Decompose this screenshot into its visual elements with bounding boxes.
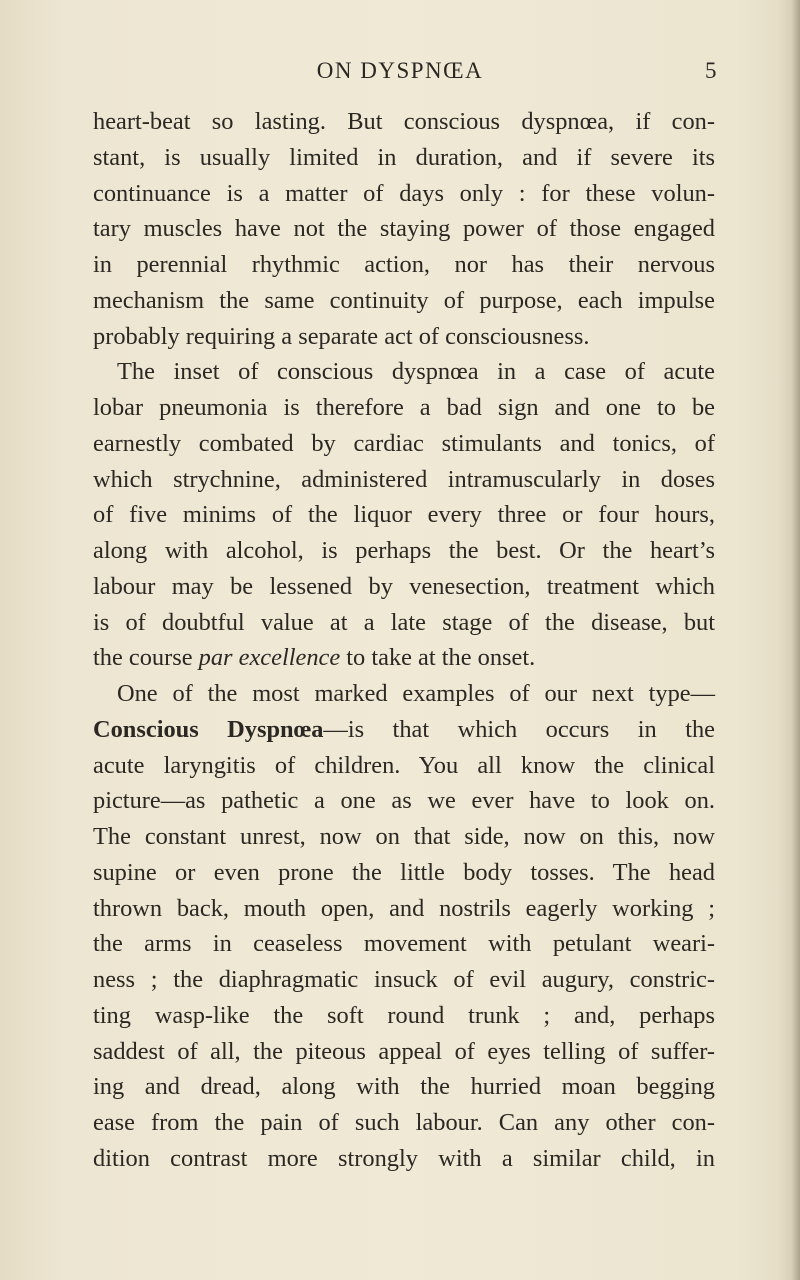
- text-run: the course: [93, 644, 199, 672]
- text-line: dition contrast more strongly with a similar child, in: [93, 1144, 715, 1172]
- text-line: saddest of all, the piteous appeal of eyes telling of suffer-: [93, 1037, 715, 1065]
- text-line: ting wasp-like the soft round trunk ; and, perhaps: [93, 1001, 715, 1029]
- text-line: of five minims of the liquor every three or four hours,: [93, 501, 715, 529]
- italic-phrase: par excellence: [198, 644, 341, 672]
- text-line: labour may be lessened by venesection, treatment which: [93, 572, 715, 600]
- text-line: [93, 640, 715, 676]
- body-text: [93, 104, 715, 1177]
- text-line: picture—as pathetic a one as we ever have to look on.: [93, 787, 715, 815]
- text-line: heart-beat so lasting. But conscious dyspnœa, if con-: [93, 108, 715, 135]
- running-title: ON DYSPNŒA: [316, 58, 484, 83]
- text-line: which strychnine, administered intramuscularly in doses: [93, 465, 715, 493]
- bold-heading-phrase: Conscious Dyspnœa: [93, 715, 324, 743]
- text-line: ness ; the diaphragmatic insuck of evil augury, constric-: [93, 966, 715, 993]
- text-line: mechanism the same continuity of purpose, each impulse: [93, 286, 715, 314]
- page-edge-shadow: [778, 0, 800, 1280]
- text-line: thrown back, mouth open, and nostrils eagerly working ;: [93, 894, 715, 922]
- page-number: 5: [705, 58, 717, 83]
- text-line: earnestly combated by cardiac stimulants and tonics, of: [93, 429, 715, 457]
- text-line: One of the most marked examples of our next type—: [117, 680, 715, 707]
- page-header: [0, 58, 800, 98]
- text-line: the arms in ceaseless movement with petulant weari-: [93, 930, 715, 958]
- text-line: tary muscles have not the staying power of those engaged: [93, 215, 715, 243]
- text-run: to take at the onset.: [340, 644, 536, 672]
- text-line: [93, 712, 715, 748]
- text-line: in perennial rhythmic action, nor has their nervous: [93, 251, 715, 278]
- text-line: is of doubtful value at a late stage of the disease, but: [93, 608, 715, 636]
- text-line: along with alcohol, is perhaps the best. Or the heart’s: [93, 537, 715, 564]
- text-line: lobar pneumonia is therefore a bad sign and one to be: [93, 394, 715, 421]
- text-line: probably requiring a separate act of consciousness.: [93, 322, 590, 350]
- text-line: ing and dread, along with the hurried moan begging: [93, 1073, 715, 1101]
- text-line: continuance is a matter of days only : for these volun-: [93, 179, 715, 207]
- text-line: stant, is usually limited in duration, and if severe its: [93, 143, 715, 171]
- text-run: —is that which occurs in the: [323, 715, 715, 743]
- text-line: The inset of conscious dyspnœa in a case of acute: [117, 358, 715, 386]
- text-line: ease from the pain of such labour. Can any other con-: [93, 1109, 715, 1136]
- text-line: The constant unrest, now on that side, now on this, now: [93, 823, 715, 850]
- text-line: supine or even prone the little body tosses. The head: [93, 858, 715, 886]
- text-line: acute laryngitis of children. You all know the clinical: [93, 751, 715, 779]
